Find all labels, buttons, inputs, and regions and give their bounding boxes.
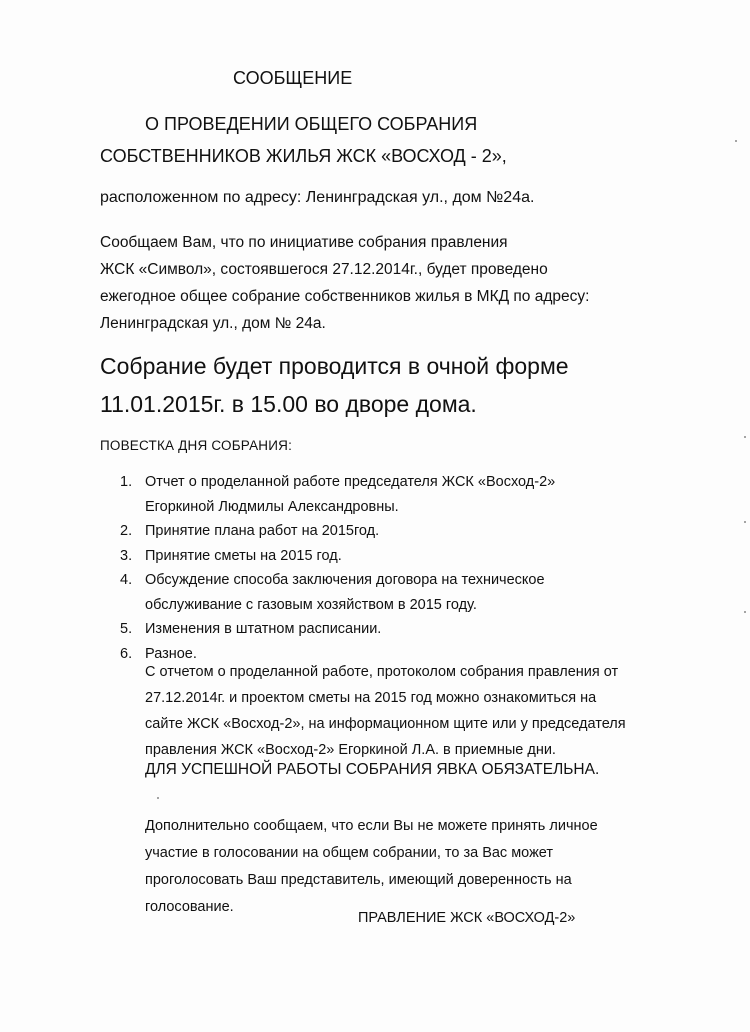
agenda-item-text: Разное.	[145, 645, 197, 662]
extra-line: участие в голосовании на общем собрании, то за Вас может	[145, 845, 553, 861]
agenda-item-text: Изменения в штатном расписании.	[145, 621, 382, 637]
intro-line: ЖСК «Символ», состоявшегося 27.12.2014г., будет проведено	[100, 261, 548, 278]
meeting-form-line: Собрание будет проводится в очной форме	[100, 353, 569, 379]
intro-line: Ленинградская ул., дом № 24а.	[100, 315, 326, 332]
scan-speck	[157, 797, 159, 799]
scan-speck	[744, 436, 746, 438]
extra-line: голосование.	[145, 899, 234, 915]
info-line: сайте ЖСК «Восход-2», на информационном щите или у председателя	[145, 716, 626, 732]
agenda-item-text: Принятие сметы на 2015 год.	[145, 547, 342, 564]
meeting-date-line: 11.01.2015г. в 15.00 во дворе дома.	[100, 391, 477, 417]
agenda-item-text: Егоркиной Людмилы Александровны.	[145, 498, 399, 515]
intro-paragraph	[100, 229, 589, 337]
agenda-item-number: 3.	[120, 547, 133, 564]
agenda-item-number: 1.	[120, 474, 133, 490]
info-line: С отчетом о проделанной работе, протоколом собрания правления от	[145, 664, 619, 680]
agenda-list	[120, 470, 555, 666]
meeting-announcement	[100, 347, 569, 423]
agenda-item-number: 2.	[120, 523, 133, 539]
documents-info-paragraph	[145, 659, 626, 763]
agenda-item-number: 6.	[120, 645, 133, 662]
intro-line: Сообщаем Вам, что по инициативе собрания правления	[100, 234, 508, 251]
info-line: правления ЖСК «Восход-2» Егоркиной Л.А. в приемные дни.	[145, 742, 556, 758]
agenda-item	[120, 544, 555, 569]
agenda-item-text: обслуживание с газовым хозяйством в 2015 году.	[145, 596, 477, 613]
agenda-item-text: Обсуждение способа заключения договора на техническое	[145, 572, 545, 588]
info-line: 27.12.2014г. и проектом сметы на 2015 год можно ознакомиться на	[145, 690, 597, 706]
address-line: расположенном по адресу: Ленинградская ул., дом №24а.	[100, 189, 535, 206]
scan-speck	[744, 521, 746, 523]
document-title: СООБЩЕНИЕ	[233, 68, 353, 88]
agenda-item-text: Отчет о проделанной работе председателя ЖСК «Восход-2»	[145, 474, 556, 490]
attendance-notice: ДЛЯ УСПЕШНОЙ РАБОТЫ СОБРАНИЯ ЯВКА ОБЯЗАТЕЛЬНА.	[145, 761, 600, 778]
agenda-item	[120, 568, 555, 617]
agenda-item-number: 5.	[120, 621, 133, 637]
proxy-voting-paragraph	[145, 813, 598, 921]
agenda-item	[120, 519, 555, 544]
subtitle-line-1: О ПРОВЕДЕНИИ ОБЩЕГО СОБРАНИЯ	[145, 114, 478, 134]
agenda-item	[120, 470, 555, 519]
scan-speck	[735, 140, 737, 142]
agenda-item-number: 4.	[120, 572, 133, 588]
agenda-heading: ПОВЕСТКА ДНЯ СОБРАНИЯ:	[100, 438, 293, 453]
subtitle-line-2: СОБСТВЕННИКОВ ЖИЛЬЯ ЖСК «ВОСХОД - 2»,	[100, 146, 507, 166]
extra-line: Дополнительно сообщаем, что если Вы не можете принять личное	[145, 818, 598, 834]
signature: ПРАВЛЕНИЕ ЖСК «ВОСХОД-2»	[358, 910, 576, 926]
scan-speck	[744, 611, 746, 613]
intro-line: ежегодное общее собрание собственников жилья в МКД по адресу:	[100, 288, 590, 305]
agenda-item-text: Принятие плана работ на 2015год.	[145, 523, 380, 539]
extra-line: проголосовать Ваш представитель, имеющий доверенность на	[145, 872, 572, 888]
agenda-item	[120, 617, 555, 642]
